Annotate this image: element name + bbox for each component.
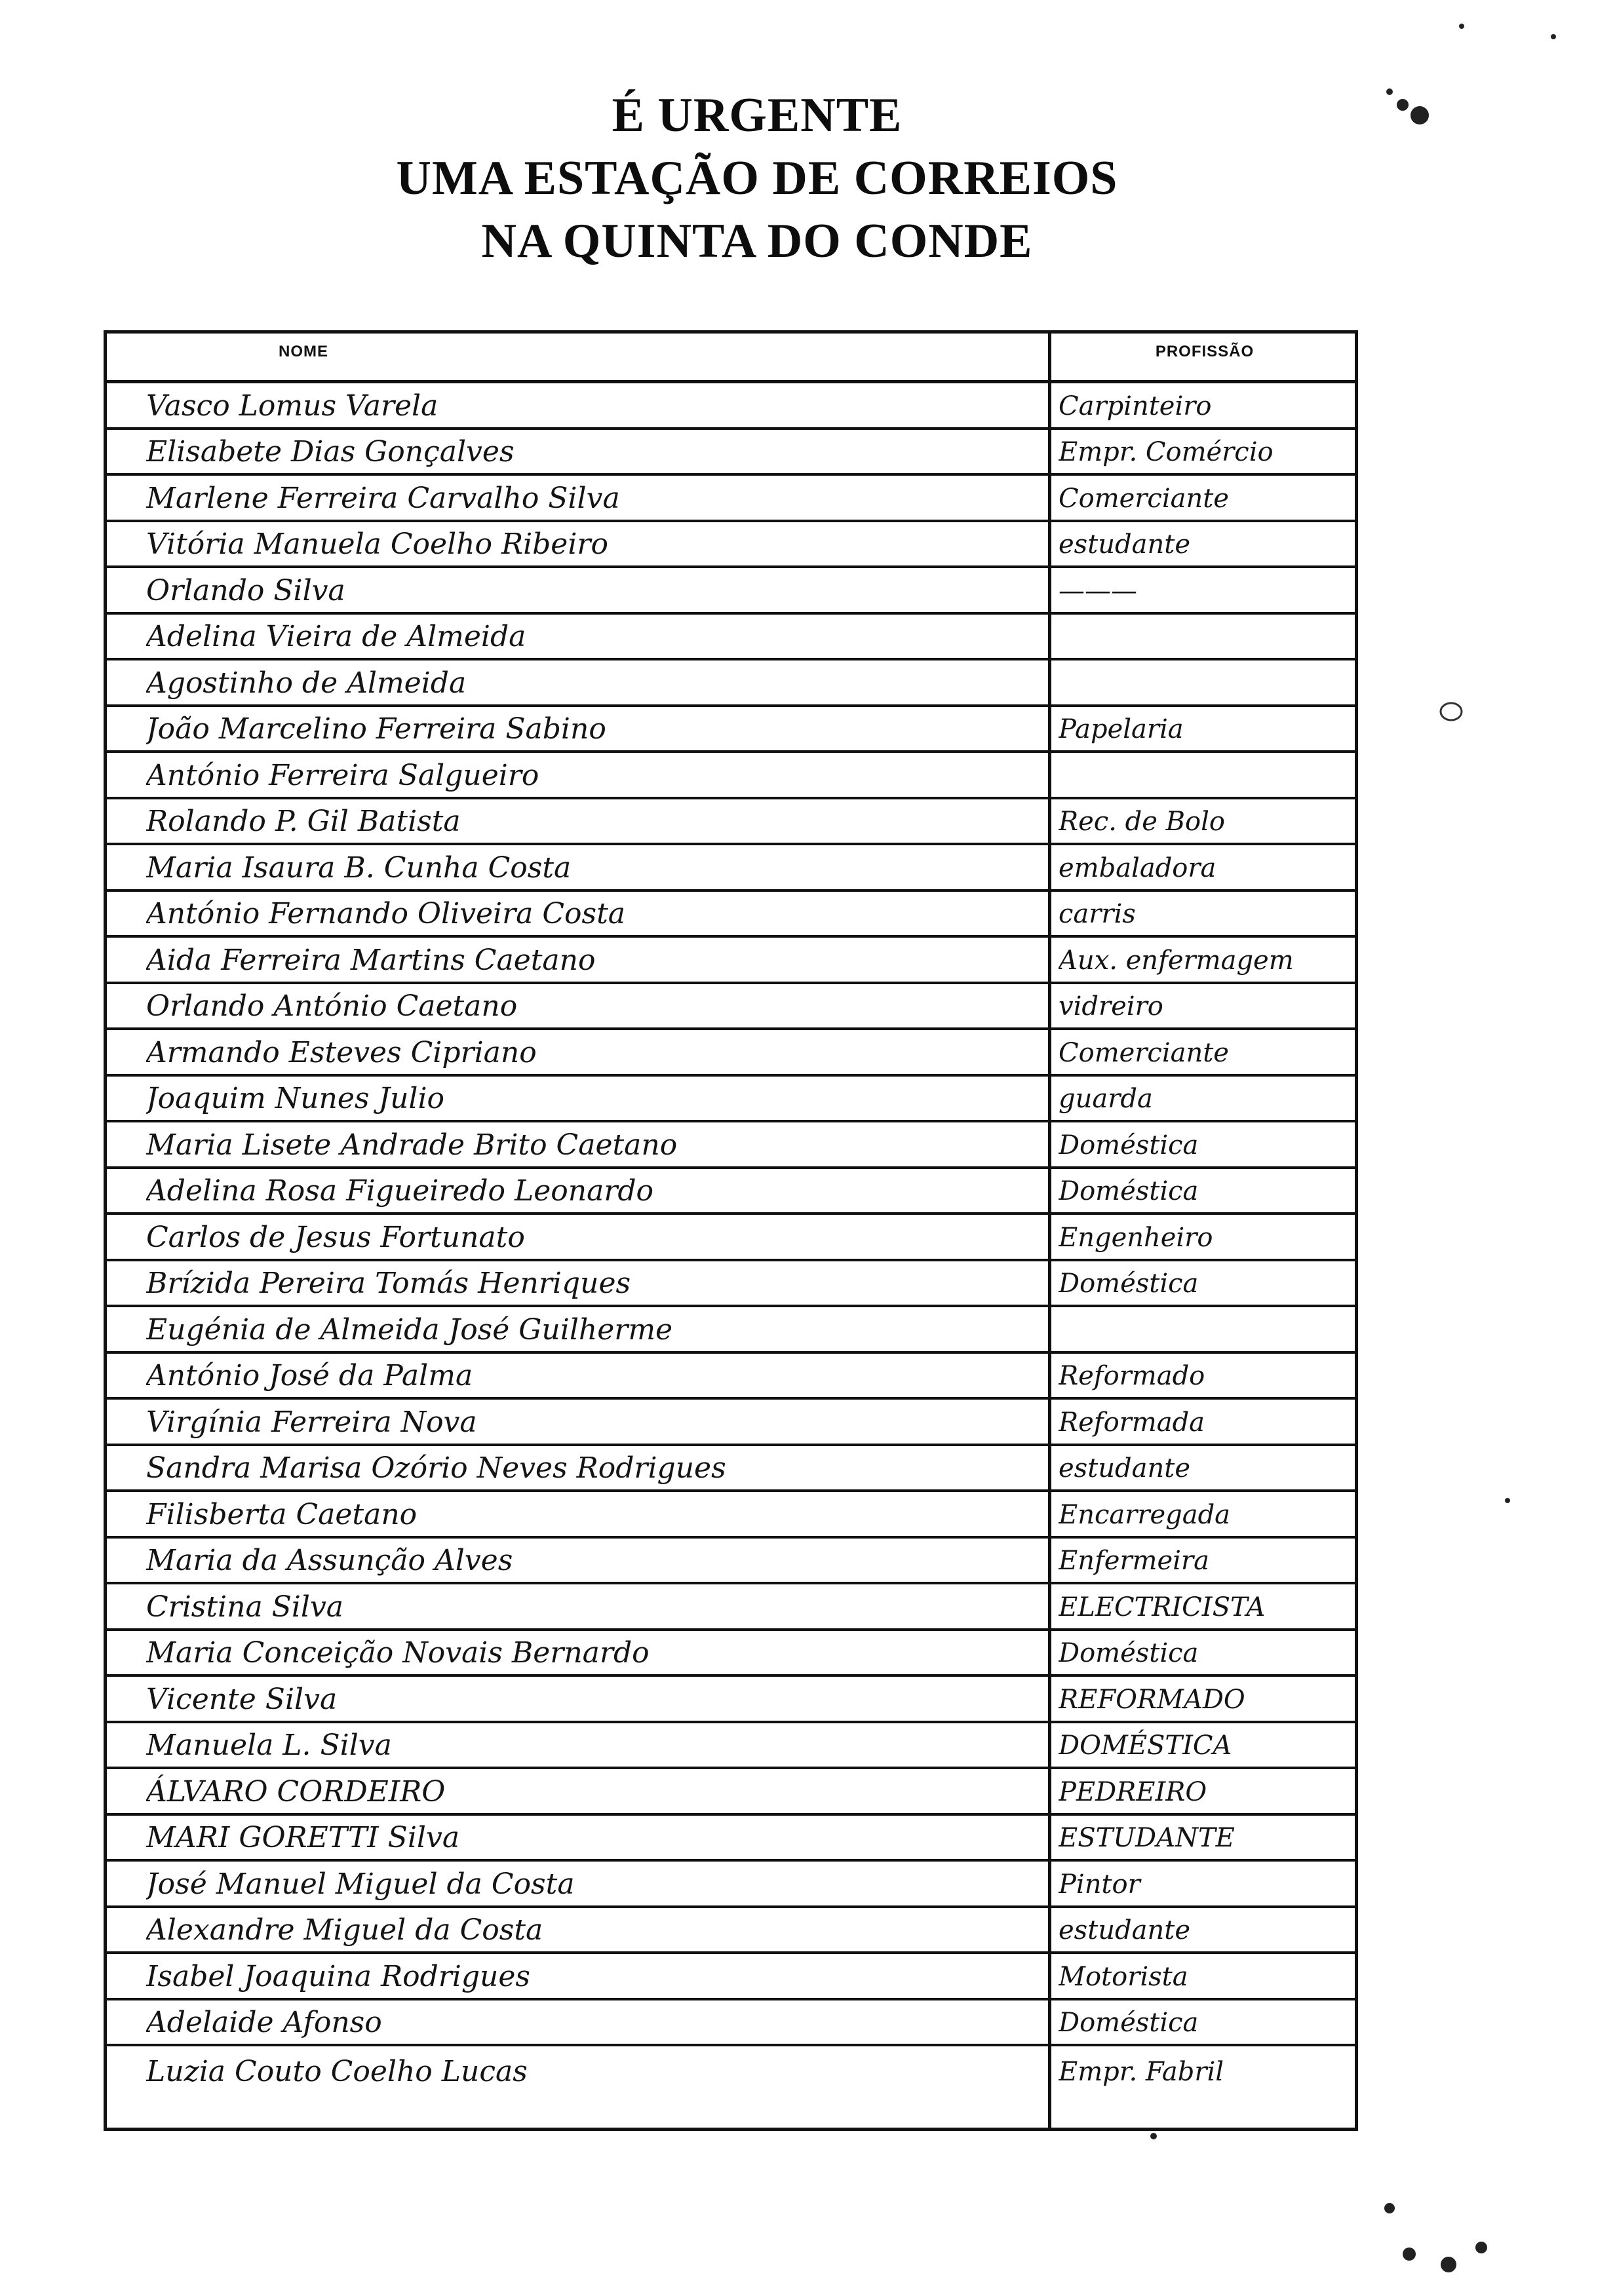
signature-name: Maria Conceição Novais Bernardo [146,1636,650,1670]
scan-speck [1505,1498,1510,1503]
signature-profession: Doméstica [1059,1638,1199,1668]
signature-name: Agostinho de Almeida [146,666,467,700]
signature-name: Rolando P. Gil Batista [146,805,461,838]
signature-profession: ——— [1059,575,1137,606]
signature-name: António José da Palma [146,1359,473,1392]
signature-profession: Encarregada [1059,1499,1231,1530]
signature-name: Joaquim Nunes Julio [146,1082,445,1115]
signature-name: Maria Lisete Andrade Brito Caetano [146,1128,678,1162]
signature-name: Carlos de Jesus Fortunato [146,1220,525,1254]
signature-profession: estudante [1059,1915,1190,1945]
signature-profession: embaladora [1059,852,1216,883]
signature-profession: estudante [1059,1453,1190,1483]
signature-name: Alexandre Miguel da Costa [146,1913,543,1947]
header-name: NOME [279,343,328,360]
signature-name: Elisabete Dias Gonçalves [146,435,515,469]
scan-speck [1441,2257,1456,2272]
signature-name: Maria Isaura B. Cunha Costa [146,851,572,885]
signature-name: Isabel Joaquina Rodrigues [146,1959,530,1993]
signature-profession: Engenheiro [1059,1222,1213,1253]
scan-speck [1441,703,1462,720]
signature-profession: Comerciante [1059,483,1229,514]
signature-profession: PEDREIRO [1059,1776,1207,1807]
signature-name: Vicente Silva [146,1682,338,1716]
signature-name: Vasco Lomus Varela [146,389,438,423]
signature-profession: Doméstica [1059,1130,1199,1160]
signature-name: Cristina Silva [146,1590,344,1624]
signature-name: ÁLVARO CORDEIRO [146,1774,446,1808]
signature-name: Virgínia Ferreira Nova [146,1405,477,1439]
scan-speck [1397,99,1409,111]
signature-name: Brízida Pereira Tomás Henriques [146,1267,631,1300]
signature-name: Manuela L. Silva [146,1729,392,1762]
signature-name: Luzia Couto Coelho Lucas [146,2054,528,2088]
scan-speck [1475,2242,1487,2253]
signature-profession: Carpinteiro [1059,391,1212,421]
signature-profession: REFORMADO [1059,1684,1245,1715]
scan-speck [1459,24,1464,29]
signature-profession: Reformada [1059,1407,1205,1438]
signature-profession: Rec. de Bolo [1059,807,1225,837]
signature-name: Vitória Manuela Coelho Ribeiro [146,527,608,561]
signature-profession: Motorista [1059,1961,1188,1992]
signature-profession: carris [1059,899,1136,929]
signature-profession: ESTUDANTE [1059,1823,1235,1853]
signature-profession: estudante [1059,529,1190,560]
scan-speck [1150,2133,1157,2139]
signature-name: Adelina Vieira de Almeida [146,620,526,653]
signature-name: António Ferreira Salgueiro [146,758,539,792]
signature-profession: Doméstica [1059,1269,1199,1299]
signature-name: Orlando Silva [146,573,345,607]
signature-profession: Papelaria [1059,714,1184,744]
signature-name: António Fernando Oliveira Costa [146,897,626,930]
title-line-1: É URGENTE [612,88,903,142]
scan-speck [1403,2248,1416,2261]
signature-name: Maria da Assunção Alves [146,1544,513,1577]
signature-name: José Manuel Miguel da Costa [146,1867,575,1901]
signature-profession: guarda [1059,1084,1153,1114]
signature-name: Sandra Marisa Ozório Neves Rodrigues [146,1451,726,1485]
signature-name: Eugénia de Almeida José Guilherme [146,1312,673,1347]
scan-speck [1411,106,1429,124]
signature-profession: Enfermeira [1059,1546,1209,1576]
signature-profession: Comerciante [1059,1037,1229,1068]
title-line-2: UMA ESTAÇÃO DE CORREIOS [396,151,1118,205]
signature-profession: Empr. Comércio [1059,437,1274,467]
title-line-3: NA QUINTA DO CONDE [481,214,1033,268]
signature-profession: DOMÉSTICA [1059,1731,1232,1761]
signature-profession: Doméstica [1059,1176,1199,1206]
signature-profession: Pintor [1059,1869,1140,1900]
signature-name: Adelina Rosa Figueiredo Leonardo [146,1174,654,1208]
signature-name: Filisberta Caetano [146,1497,418,1531]
signature-profession: Doméstica [1059,2008,1199,2038]
scan-speck [1384,2203,1395,2213]
signature-name: Aida Ferreira Martins Caetano [146,943,596,977]
signature-profession: ELECTRICISTA [1059,1592,1266,1622]
signature-profession: Reformado [1059,1361,1205,1391]
signature-name: Armando Esteves Cipriano [146,1035,537,1069]
scan-speck [1551,34,1556,39]
signature-profession: Aux. enfermagem [1059,945,1294,976]
signature-name: Orlando António Caetano [146,989,518,1023]
signature-profession: Empr. Fabril [1059,2056,1224,2087]
signature-name: João Marcelino Ferreira Sabino [146,712,606,746]
signature-name: Marlene Ferreira Carvalho Silva [146,481,620,515]
signature-name: MARI GORETTI Silva [146,1821,460,1854]
signature-name: Adelaide Afonso [146,2006,382,2039]
signature-profession: vidreiro [1059,991,1163,1022]
scan-speck [1386,88,1393,95]
header-profession: PROFISSÃO [1155,343,1255,360]
